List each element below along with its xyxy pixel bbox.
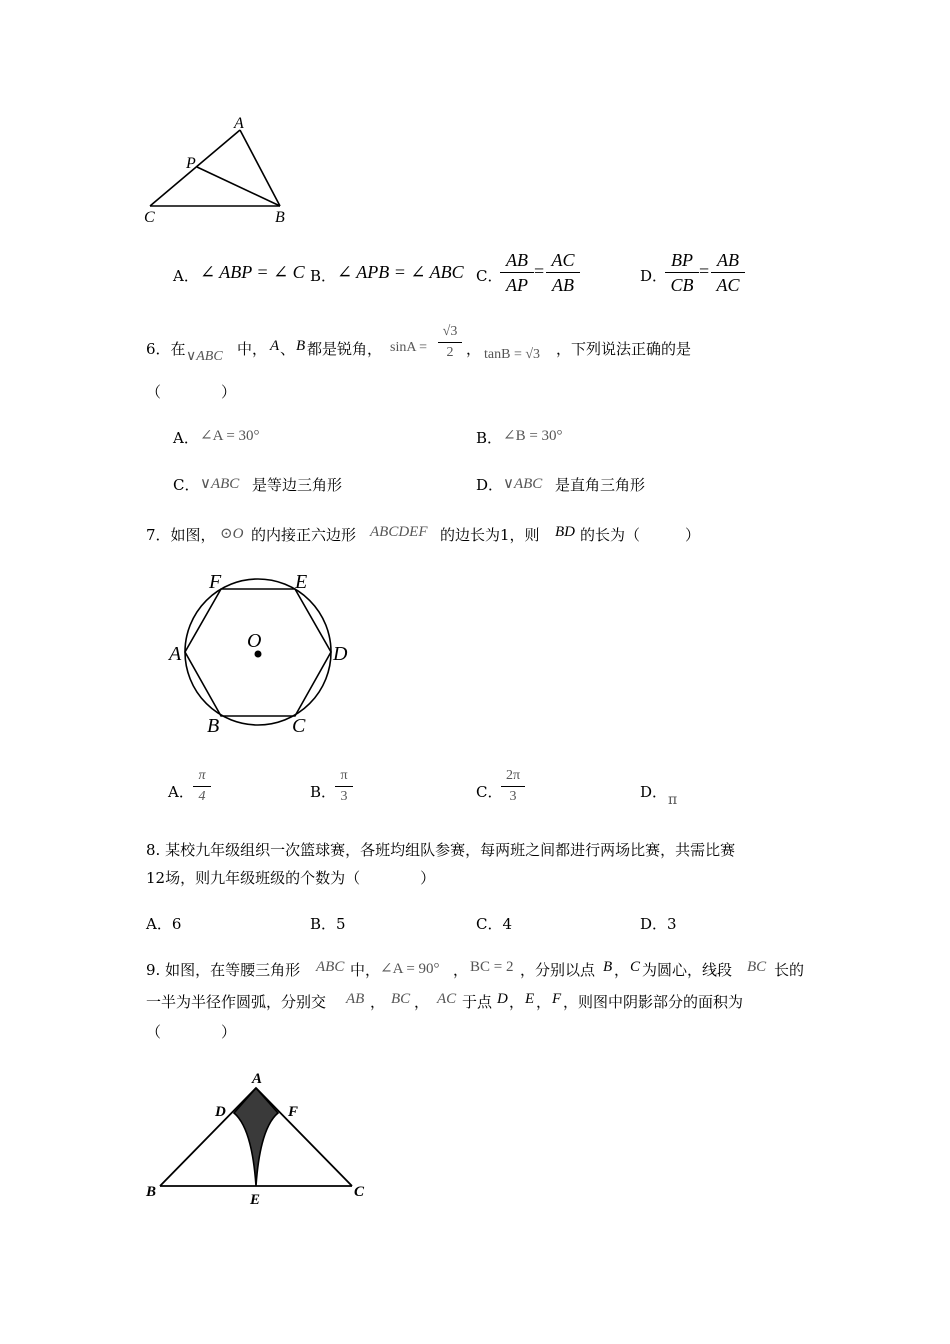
fig9-label-a: A [252, 1071, 263, 1087]
q7-option-c-fraction [501, 769, 525, 804]
q6-tan: tanB = √3 [484, 347, 541, 362]
q6-option-d-text: 是直角三角形 [555, 476, 646, 494]
q6-option-c-label: C． [173, 476, 200, 494]
hex-label-o: O [247, 630, 262, 652]
denominator: AP [506, 275, 528, 295]
q8-option-a: A．6 [146, 915, 182, 933]
q9-point-f: F [552, 991, 562, 1007]
q8-option-c: C．4 [476, 915, 513, 933]
q5-option-d-fraction-2 [711, 251, 745, 294]
q7-option-a-fraction [193, 769, 211, 804]
q5-option-c-fraction-2 [546, 251, 580, 294]
q9-point-d: D [497, 991, 508, 1007]
q5-option-d-label: D． [640, 267, 668, 285]
q6-triangle: ∨ABC [186, 349, 223, 364]
numerator: AB [717, 250, 739, 270]
q6-sep: 、 [280, 340, 296, 358]
q9-text-2: 中， [350, 961, 381, 979]
q9-line2-a: 一半为半径作圆弧，分别交 [146, 993, 327, 1011]
q6-option-b-label: B． [476, 429, 503, 447]
q6-option-d-label: D． [476, 476, 504, 494]
fig9-label-f: F [288, 1104, 299, 1120]
q5-option-b-text: ∠ APB = ∠ ABC [337, 262, 464, 282]
q9-comma-3: ， [509, 993, 525, 1011]
q9-ac: AC [437, 991, 457, 1007]
q9-angle: ∠A = 90° [380, 961, 440, 977]
q6-number: 6．在 [146, 340, 186, 358]
q7-option-c-label: C． [476, 783, 503, 801]
q7-text-4: 的长为（ ） [580, 526, 701, 544]
q9-text-1: 9. 如图，在等腰三角形 [146, 961, 301, 979]
denominator: 2 [446, 345, 454, 360]
numerator: AC [551, 250, 575, 270]
q6-sin: sinA = [390, 340, 428, 355]
q5-option-c-label: C． [476, 267, 503, 285]
q9-text-5: ， [614, 961, 630, 979]
hex-label-d: D [333, 643, 348, 665]
vertex-label-c: C [144, 209, 155, 226]
q5-option-a-label: A． [173, 267, 199, 285]
q7-option-d-text: π [668, 792, 678, 808]
q9-comma-4: ， [536, 993, 552, 1011]
denominator: AC [716, 275, 740, 295]
q9-bc-2: BC [747, 959, 767, 975]
fig9-label-d: D [215, 1104, 226, 1120]
q6-option-a-label: A． [173, 429, 199, 447]
numerator: π [198, 768, 206, 783]
q5-option-b-label: B． [310, 267, 337, 285]
numerator: 2π [505, 768, 521, 783]
q9-point-b: B [603, 959, 613, 975]
q7-hexagon: ABCDEF [370, 524, 428, 540]
q6-paren: （ ） [146, 383, 237, 401]
q9-ab: AB [346, 991, 365, 1007]
fig9-label-e: E [250, 1192, 261, 1208]
q7-circle: ⊙O [220, 526, 244, 542]
q8-option-b: B．5 [310, 915, 346, 933]
q7-option-b-label: B． [310, 783, 337, 801]
isosceles-shaded-figure [140, 1068, 380, 1208]
q9-triangle: ABC [316, 959, 345, 975]
denominator: 3 [340, 789, 348, 804]
q7-option-d-label: D． [640, 783, 668, 801]
q6-a: A [270, 338, 280, 354]
q6-option-a-text: ∠A = 30° [200, 428, 260, 444]
fig9-label-c: C [354, 1184, 365, 1200]
hex-label-c: C [292, 715, 306, 737]
q7-option-a-label: A． [168, 783, 194, 801]
q5-option-a-text: ∠ ABP = ∠ C [200, 262, 305, 282]
q6-text-2: 都是锐角， [307, 340, 383, 358]
hex-label-f: F [209, 571, 222, 593]
q9-text-6: 为圆心，线段 [642, 961, 733, 979]
q6-b: B [296, 338, 306, 354]
denominator: AB [552, 275, 574, 295]
hex-label-a: A [169, 643, 182, 665]
numerator: AB [506, 250, 528, 270]
q9-line2-b: 于点 [462, 993, 493, 1011]
q5-option-c-fraction-1 [500, 251, 534, 294]
q9-comma-1: ， [370, 993, 386, 1011]
q6-sin-fraction [438, 325, 462, 360]
triangle-figure-q5 [140, 112, 300, 226]
q9-text-4: ，分别以点 [520, 961, 596, 979]
denominator: CB [670, 275, 694, 295]
numerator: π [340, 768, 348, 783]
numerator: BP [671, 250, 693, 270]
q9-paren: （ ） [146, 1023, 237, 1041]
q6-option-d-triangle: ∨ABC [503, 476, 543, 492]
q9-bc-3: BC [391, 991, 411, 1007]
q9-point-c: C [630, 959, 641, 975]
vertex-label-a: A [234, 115, 244, 132]
q7-text-2: 的内接正六边形 [251, 526, 357, 544]
fig9-label-b: B [146, 1184, 157, 1200]
q6-text-1: 中， [237, 340, 268, 358]
q6-text-3: ，下列说法正确的是 [556, 340, 692, 358]
q7-text-1: 7．如图， [146, 526, 216, 544]
q9-bc: BC = 2 [470, 959, 514, 975]
hex-label-e: E [295, 571, 308, 593]
q9-point-e: E [525, 991, 535, 1007]
q6-option-c-text: 是等边三角形 [252, 476, 343, 494]
q9-comma-2: ， [414, 993, 430, 1011]
numerator: √3 [442, 324, 458, 339]
denominator: 4 [198, 789, 206, 804]
q6-comma: ， [466, 340, 482, 358]
vertex-label-b: B [275, 209, 285, 226]
q8-option-d: D．3 [640, 915, 677, 933]
vertex-label-p: P [186, 155, 196, 172]
q5-option-c-equals: = [534, 261, 545, 281]
q9-line2-c: ，则图中阴影部分的面积为 [563, 993, 744, 1011]
q8-line-1: 8. 某校九年级组织一次篮球赛，各班均组队参赛，每两班之间都进行两场比赛，共需比赛 [146, 841, 736, 859]
q7-text-3: 的边长为1，则 [440, 526, 540, 544]
denominator: 3 [509, 789, 517, 804]
q6-option-b-text: ∠B = 30° [503, 428, 563, 444]
q9-text-7: 长的 [774, 961, 805, 979]
hex-label-b: B [207, 715, 220, 737]
hexagon-circle-figure [165, 570, 365, 740]
q7-option-b-fraction [335, 769, 353, 804]
q9-text-3: ， [453, 961, 469, 979]
q5-option-d-equals: = [699, 261, 710, 281]
q7-arc: BD [555, 524, 575, 540]
q8-line-2: 12场，则九年级班级的个数为（ ） [146, 869, 436, 887]
q5-option-d-fraction-1 [665, 251, 699, 294]
q6-option-c-triangle: ∨ABC [200, 476, 240, 492]
